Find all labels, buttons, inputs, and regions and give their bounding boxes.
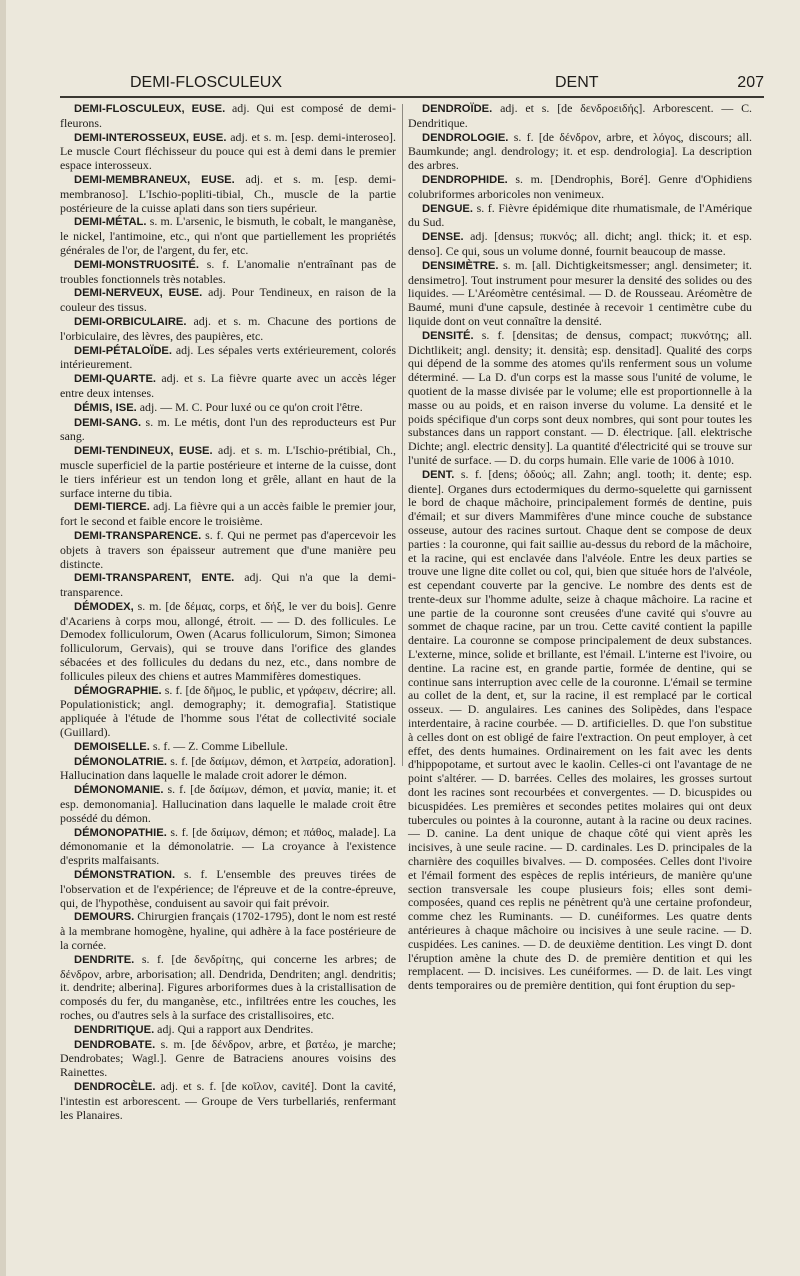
left-running-head: DEMI-FLOSCULEUX <box>130 74 283 91</box>
dictionary-entry <box>60 740 396 755</box>
entry-term: DEMI-MEMBRANEUX, EUSE. <box>74 173 235 186</box>
page-edge <box>0 0 6 1276</box>
left-column <box>60 102 396 1122</box>
entry-definition: s. f. — Z. Comme Libellule. <box>149 738 288 753</box>
entry-definition: adj. et s. La fièvre quarte avec un accès léger entre deux intenses. <box>60 371 396 400</box>
entry-term: DEMI-PÉTALOÏDE. <box>74 344 172 357</box>
entry-definition: Chirurgien français (1702-1795), dont le nom est resté à la membrane homogène, hyaline, qui adhère à la face postérieure de la cornée. <box>60 909 396 953</box>
dictionary-entry <box>408 102 752 131</box>
dictionary-entry <box>60 755 396 784</box>
dictionary-entry <box>60 600 396 684</box>
column-divider <box>402 104 403 766</box>
dictionary-entry <box>60 286 396 315</box>
entry-term: DEMI-MÉTAL. <box>74 216 147 229</box>
entry-term: DEMI-TIERCE. <box>74 501 150 514</box>
entry-definition: s. m. L'arsenic, le bismuth, le cobalt, le manganèse, le nickel, l'antimoine, etc., qui n'ont que partiellement les propriétés générales de l'or, de l'argent, du fer, etc. <box>60 214 396 257</box>
page-number: 207 <box>737 74 764 91</box>
entry-term: DEMI-INTEROSSEUX, EUSE. <box>74 131 227 144</box>
right-column <box>408 102 752 993</box>
entry-definition: s. m. Le métis, dont l'un des reproducteurs est Pur sang. <box>60 414 396 444</box>
dictionary-entry <box>60 1080 396 1122</box>
entry-term: DEMI-SANG. <box>74 416 142 429</box>
entry-definition: adj. et s. m. L'Ischio-prétibial, Ch., muscle superficiel de la partie postérieure et interne de la cuisse, dont le tiers inférieur est un tendon long et grêle, allant en haut de la surface interne du tibia. <box>60 443 396 500</box>
entry-definition: adj. [densus; πυκνός; all. dicht; angl. thick; it. et esp. denso]. Ce qui, sous un volume donné, fournit beaucoup de masse. <box>408 229 752 258</box>
entry-term: DÉMIS, ISE. <box>74 401 137 414</box>
entry-definition: s. f. Fièvre épidémique dite rhumatismale, de l'Amérique du Sud. <box>408 200 752 230</box>
entry-term: DENDROPHIDE. <box>422 173 508 186</box>
entry-definition: adj. Pour Tendineux, en raison de la couleur des tissus. <box>60 285 396 315</box>
entry-definition: s. f. [de δῆμος, le public, et γράφειν, décrire; all. Populationistick; angl. demography; it. demografia]. Statistique appliquée à l'étude de l'homme sous l'état de collectivité sociale (Guillard). <box>60 682 396 740</box>
dictionary-entry <box>408 468 752 993</box>
entry-term: DEMI-QUARTE. <box>74 373 157 386</box>
entry-term: DEMI-MONSTRUOSITÉ. <box>74 258 199 271</box>
entry-term: DEMI-TRANSPARENT, ENTE. <box>74 572 235 585</box>
entry-term: DEMOISELLE. <box>74 740 150 753</box>
entry-term: DENDROLOGIE. <box>422 131 509 144</box>
entry-definition: adj. Qui n'a que la demi-transparence. <box>60 570 396 600</box>
entry-term: DÉMOGRAPHIE. <box>74 684 162 697</box>
entry-term: DENDROCÈLE. <box>74 1080 156 1093</box>
entry-definition: s. m. [de δέμας, corps, et δήξ, le ver du bois]. Genre d'Acariens à corps mou, allongé, étroit. — — D. des follicules. Le Demodex folliculorum, Owen (Acarus folliculorum, Simon; Simonea folliculorum, Gervais), qui se trouve dans l'orifice des glandes sébacées et des follicules du dedans du nez, etc., dans nombre de follicules pileux des chiens et autres Mammifères domestiques. <box>60 598 396 683</box>
entry-definition: s. f. [de δαίμων, démon; et πάθος, malade]. La démonomanie et la démonolatrie. — La croyance à l'existence d'esprits malfaisants. <box>60 824 396 868</box>
entry-definition: s. m. [Dendrophis, Boré]. Genre d'Ophidiens colubriformes arboricoles non venimeux. <box>408 171 752 201</box>
entry-term: DÉMONSTRATION. <box>74 869 176 882</box>
entry-definition: s. f. [de δένδρον, arbre, et λόγος, discours; all. Baumkunde; angl. dendrology; it. et esp. dendrologia]. La description des arbres. <box>408 129 752 173</box>
dictionary-entry <box>60 826 396 868</box>
entry-definition: s. m. [de δένδρον, arbre, et βατέω, je marche; Dendrobates; Wagl.]. Genre de Batraciens anoures voisins des Rainettes. <box>60 1036 396 1080</box>
dictionary-entry <box>408 131 752 173</box>
entry-term: DENDROÏDE. <box>422 103 493 115</box>
entry-term: DENSE. <box>422 231 464 244</box>
entry-definition: adj. Qui est composé de demi-fleurons. <box>60 101 397 130</box>
entry-definition: s. f. Qui ne permet pas d'apercevoir les objets à travers son épaisseur autrement que d'une manière peu distincte. <box>60 527 396 571</box>
dictionary-entry <box>60 868 396 910</box>
dictionary-entry <box>60 173 396 215</box>
entry-term: DENSIMÈTRE. <box>422 259 499 272</box>
dictionary-entry <box>60 529 396 571</box>
dictionary-entry <box>408 202 752 231</box>
entry-definition: adj. — M. C. Pour luxé ou ce qu'on croit l'être. <box>136 399 363 414</box>
entry-term: DENGUE. <box>422 202 473 215</box>
entry-term: DEMI-ORBICULAIRE. <box>74 315 187 328</box>
dictionary-entry <box>60 215 396 257</box>
entry-term: DEMI-FLOSCULEUX, EUSE. <box>74 103 226 115</box>
dictionary-entry <box>60 783 396 825</box>
entry-definition: adj. et s. m. [esp. demi-membranoso]. L'Ischio-popliti-tibial, Ch., muscle de la partie postérieure de la cuisse aplati dans son tiers supérieur. <box>60 171 397 215</box>
entry-definition: adj. et s. f. [de κοῖλον, cavité]. Dont la cavité, l'intestin est arborescent. — Groupe de Vers turbellariés, renfermant les Planaires. <box>60 1078 396 1122</box>
dictionary-entry <box>60 1023 396 1038</box>
entry-term: DEMI-NERVEUX, EUSE. <box>74 287 203 300</box>
dictionary-entry <box>408 173 752 202</box>
entry-definition: s. f. [de δαίμων, démon, et μανία, manie; it. et esp. demonomania]. Hallucination dans laquelle le malade croit être possédé du démon. <box>60 782 396 825</box>
running-header <box>60 74 764 94</box>
entry-definition: s. f. L'ensemble des preuves tirées de l'observation et de l'expérience; de l'épreuve et de la contre-épreuve, qui, de l'hypothèse, conduisent au savoir qui fait prévoir. <box>60 867 396 910</box>
dictionary-entry <box>60 571 396 600</box>
entry-term: DEMI-TRANSPARENCE. <box>74 529 202 542</box>
entry-definition: adj. et s. m. [esp. demi-interoseo]. Le muscle Court fléchisseur du pouce qui est à demi dans le premier espace interosseux. <box>60 129 396 173</box>
entry-term: DENDRITIQUE. <box>74 1023 155 1036</box>
entry-definition: adj. et s. [de δενδροειδής]. Arborescent. — C. Dendritique. <box>408 101 752 130</box>
entry-term: DÉMONOMANIE. <box>74 784 164 797</box>
dictionary-entry <box>60 416 396 445</box>
dictionary-entry <box>60 684 396 740</box>
entry-term: DENDRITE. <box>74 953 135 966</box>
entry-definition: s. f. [de δαίμων, démon, et λατρεία, adoration]. Hallucination dans laquelle le malade croit adorer le démon. <box>60 753 396 783</box>
entry-definition: adj. Qui a rapport aux Dendrites. <box>154 1021 314 1036</box>
center-running-head: DENT <box>555 74 599 91</box>
dictionary-entry <box>408 259 752 329</box>
dictionary-entry <box>60 444 396 500</box>
entry-term: DEMOURS. <box>74 911 135 924</box>
dictionary-entry <box>60 1038 396 1080</box>
header-rule <box>60 96 764 98</box>
entry-definition: s. f. [de δενδρίτης, qui concerne les arbres; de δένδρον, arbre, arborisation; all. Dendrida, Dendriten; angl. dendritis; it. dendrite; alberina]. Figures arboriformes dues à la cristallisation de composés du fer, du manganèse, etc., infiltrées entre les couches, les roches, ou d'autres sels à la surface des cristallisoires, etc. <box>60 951 396 1022</box>
dictionary-entry <box>60 953 396 1023</box>
dictionary-entry <box>408 230 752 259</box>
dictionary-entry <box>60 401 396 416</box>
entry-definition: adj. et s. m. Chacune des portions de l'orbiculaire, des lèvres, des paupières, etc. <box>60 313 396 343</box>
entry-definition: adj. Les sépales verts extérieurement, colorés intérieurement. <box>60 342 396 372</box>
dictionary-entry <box>60 131 396 173</box>
entry-term: DENSITÉ. <box>422 329 474 342</box>
entry-term: DEMI-TENDINEUX, EUSE. <box>74 445 213 458</box>
entry-definition: s. f. L'anomalie n'entraînant pas de troubles fonctionnels très notables. <box>60 256 396 286</box>
dictionary-entry <box>408 329 752 468</box>
dictionary-entry <box>60 315 396 344</box>
dictionary-entry <box>60 910 396 952</box>
dictionary-entry <box>60 258 396 287</box>
entry-definition: s. m. [all. Dichtigkeitsmesser; angl. densimeter; it. densimetro]. Tout instrument pour mesurer la densité des solides ou des liquides. — L'Aréomètre centésimal. — D. de Rousseau. Aréomètre de Baumé, muni d'une capsule, destinée à recevoir 1 centimètre cube du liquide dont on veut connaître la densité. <box>408 257 752 328</box>
entry-term: DENDROBATE. <box>74 1038 156 1051</box>
dictionary-entry <box>60 372 396 401</box>
entry-term: DÉMODEX, <box>74 600 134 613</box>
entry-definition: s. f. [densitas; de densus, compact; πυκνότης; all. Dichtlikeit; angl. density; it. densità; esp. densitad]. Qualité des corps qui dépend de la somme des atomes qu'ils renferment sous un volume déterminé. — La D. d'un corps est la masse sous l'unité de volume, le quotient de la masse divisée par le volume; elle est proportionnelle à la masse ou au poids, et en raison inverse du volume. La densité et le poids spécifique d'un corps sont deux nombres, qui sont pour toutes les substances dans un rapport constant. — D. électrique. [all. elektrische Dichte; angl. electric density]. La quantité d'électricité qui se trouve sur l'unité de surface. — D. du corps humain. Elle varie de 1006 à 1010. <box>408 327 752 467</box>
entry-definition: adj. La fièvre qui a un accès faible le premier jour, fort le second et faible encore le troisième. <box>60 499 396 529</box>
dictionary-entry <box>60 344 396 373</box>
entry-term: DÉMONOPATHIE. <box>74 826 167 839</box>
entry-term: DENT. <box>422 468 455 481</box>
entry-term: DÉMONOLATRIE. <box>74 755 168 768</box>
dictionary-entry <box>60 500 396 529</box>
entry-definition: s. f. [dens; ὀδούς; all. Zahn; angl. tooth; it. dente; esp. diente]. Organes durs ectodermiques du dermo-squelette qui garnissent le bord de chaque mâchoire, principalement formés de dentine, puis d'émail; et sur divers Mammifères d'une mince couche de substance osseuse, autour des racines surtout. Chaque dent se compose de deux parties : la couronne, qui fait saillie au-dessus du rebord de la mâchoire, et la racine, qui est enclavée dans l'alvéole. Entre les deux parties se trouve une ligne dite collet ou col, qui, bien que située hors de l'alvéole, est cependant couverte par la gencive. Le nombre des dents est de trente-deux sur l'homme adulte, seize à chaque mâchoire. La racine et une partie de la couronne sont creusées d'une cavité qui s'ouvre au sommet de chaque racine, par un trou. Cette cavité contient la papille dentaire. La couronne se compose principalement de deux substances. L'externe, mince, solide et brillante, est l'émail. L'interne est l'ivoire, ou dentine. La racine est, en grande partie, formée de dentine, qui se continue sans interruption avec celle de la couronne. L'émail se termine au collet de la dent, et, sur la racine, il est remplacé par le cortical osseux. — D. angulaires. Les canines des Solipèdes, dans l'espace interdentaire, à racine courbée. — D. artificielles. D. que l'on substitue à celles dont on est obligé de faire l'extraction. On peut employer, à cet effet, des dents humaines. Ordinairement on les fait avec les dents d'hippopotame, et surtout avec le kaolin. Celles-ci ont l'avantage de ne point s'altérer. — D. barrées. Celles des molaires, les grosses surtout dont les racines sont recourbées et convergentes. — D. bicuspides ou bicuspidées. Les premières et secondes petites molaires qui ont deux tubercules ou pointes à la couronne, autant à la racine ou deux racines. — D. canine. La dent unique de chaque côté qui vient après les incisives, à une seule racine. — D. cardinales. Les D. principales de la charnière des coquilles bivalves. — D. composées. Celles dont l'ivoire et l'émail forment des espèces de replis intérieurs, de manière qu'une section transversale les coupe plusieurs fois; elles sont demi-composées, quand ces replis ne pénètrent qu'à une certaine profondeur, comme chez les Ruminants. — D. cunéiformes. Les quatre dents antérieures à chaque mâchoire ou incisives à une seule racine. — D. cuspidées. Les canines. — D. de deuxième dentition. Les vingt D. dont l'éruption amène la chute des D. de première dentition et qui les remplacent. — D. incisives. Les cunéiformes. — D. de lait. Les vingt dents temporaires ou de première dentition, qui font éruption du sep- <box>408 466 752 993</box>
dictionary-entry <box>60 102 396 131</box>
